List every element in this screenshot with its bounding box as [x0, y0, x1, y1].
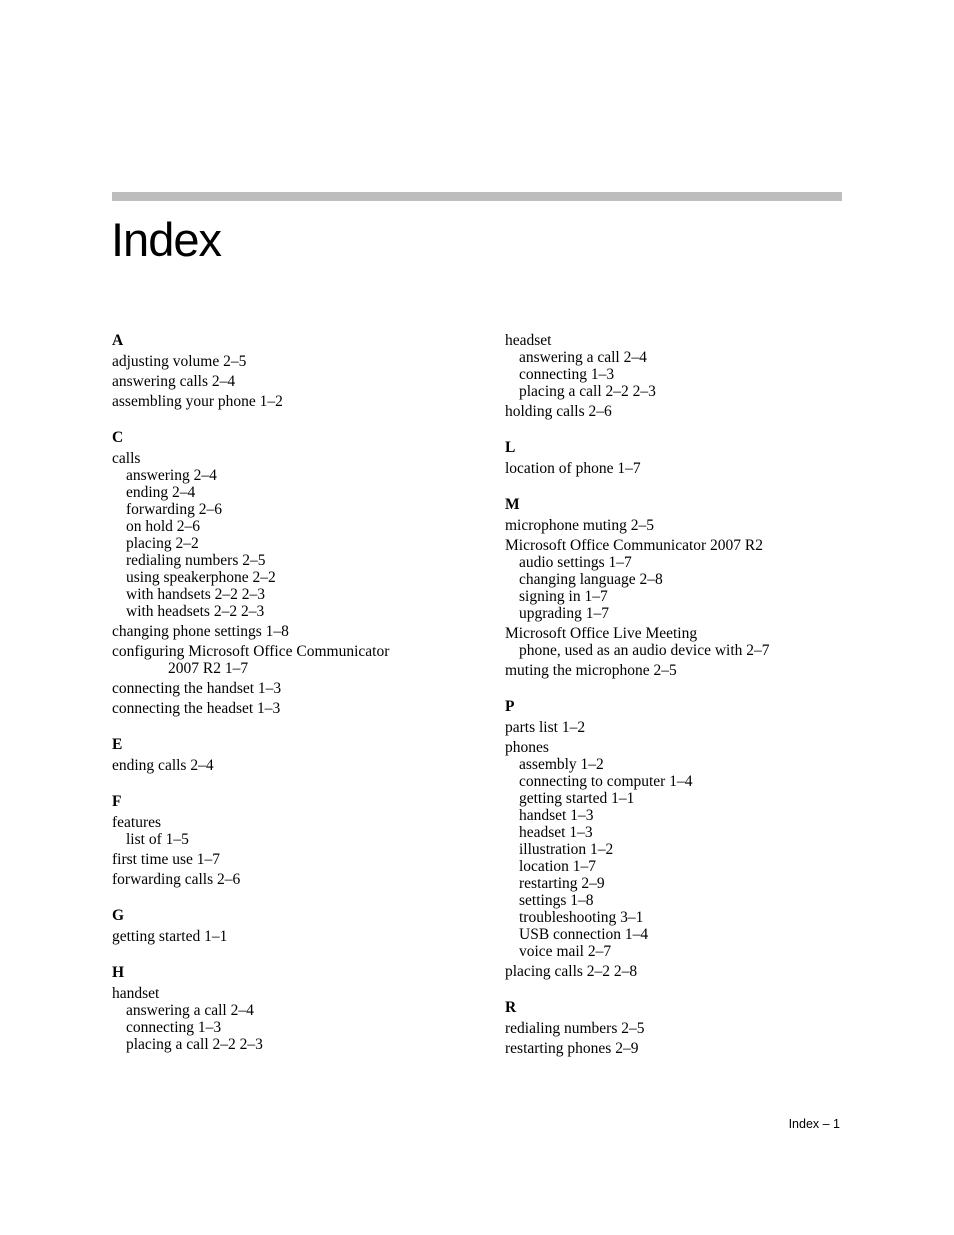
index-subentry: restarting 2–9	[519, 875, 605, 892]
index-entry	[112, 757, 472, 774]
index-entry	[505, 537, 850, 622]
index-entry	[112, 700, 472, 717]
index-entry	[505, 332, 850, 400]
entry-text: placing calls 2–2 2–8	[505, 963, 638, 980]
index-subentry: changing language 2–8	[519, 571, 663, 588]
index-subentry: USB connection 1–4	[519, 926, 649, 943]
section-letter: C	[112, 429, 124, 446]
index-subentry: connecting to computer 1–4	[519, 773, 693, 790]
index-entry	[505, 739, 850, 960]
entry-text: redialing numbers 2–5	[505, 1020, 645, 1037]
index-column-left	[112, 332, 472, 1072]
section-letter: L	[505, 439, 516, 456]
index-subentry: list of 1–5	[126, 831, 189, 848]
index-subentry: voice mail 2–7	[519, 943, 612, 960]
section-letter: G	[112, 907, 125, 924]
index-subentry: upgrading 1–7	[519, 605, 609, 622]
index-entry	[112, 871, 472, 888]
section-letter: M	[505, 496, 520, 513]
section-letter: E	[112, 736, 123, 753]
entry-text: Microsoft Office Live Meeting	[505, 625, 698, 642]
index-subentry: connecting 1–3	[519, 366, 615, 383]
index-subentry: location 1–7	[519, 858, 597, 875]
index-entry	[505, 1020, 850, 1037]
entry-text: connecting the handset 1–3	[112, 680, 282, 697]
index-subentry: with handsets 2–2 2–3	[126, 586, 266, 603]
section-letter: F	[112, 793, 122, 810]
index-section	[505, 999, 850, 1057]
index-entry	[505, 403, 850, 420]
entry-text: holding calls 2–6	[505, 403, 612, 420]
entry-text: connecting the headset 1–3	[112, 700, 281, 717]
index-subentry: settings 1–8	[519, 892, 594, 909]
index-subentry: answering 2–4	[126, 467, 217, 484]
index-entry	[112, 450, 472, 620]
entry-text: phones	[505, 739, 549, 756]
index-section	[112, 736, 472, 774]
index-entry	[112, 393, 472, 410]
index-subentry: headset 1–3	[519, 824, 593, 841]
entry-text: calls	[112, 450, 141, 467]
index-section	[505, 496, 850, 679]
section-letter: R	[505, 999, 517, 1016]
entry-text: ending calls 2–4	[112, 757, 214, 774]
index-section	[112, 332, 472, 410]
index-subentry: placing a call 2–2 2–3	[519, 383, 656, 400]
index-entry	[112, 353, 472, 370]
index-subentry: forwarding 2–6	[126, 501, 222, 518]
entry-text: changing phone settings 1–8	[112, 623, 289, 640]
index-entry	[505, 963, 850, 980]
index-entry	[112, 985, 472, 1053]
index-subentry: connecting 1–3	[126, 1019, 222, 1036]
entry-text: first time use 1–7	[112, 851, 221, 868]
entry-text: configuring Microsoft Office Communicator	[112, 643, 390, 660]
index-entry	[112, 680, 472, 697]
entry-continuation: 2007 R2 1–7	[168, 660, 249, 677]
index-subentry: on hold 2–6	[126, 518, 201, 535]
index-entry	[112, 623, 472, 640]
page-footer: Index – 1	[788, 1117, 840, 1131]
index-subentry: signing in 1–7	[519, 588, 608, 605]
index-column-right	[505, 332, 850, 1076]
index-subentry: answering a call 2–4	[126, 1002, 254, 1019]
entry-text: features	[112, 814, 162, 831]
entry-text: microphone muting 2–5	[505, 517, 654, 534]
index-section	[505, 698, 850, 980]
index-entry	[112, 643, 472, 677]
index-section	[112, 964, 472, 1053]
entry-text: assembling your phone 1–2	[112, 393, 283, 410]
index-subentry: illustration 1–2	[519, 841, 614, 858]
index-subentry: placing a call 2–2 2–3	[126, 1036, 263, 1053]
header-rule	[112, 192, 842, 201]
index-subentry: ending 2–4	[126, 484, 196, 501]
index-section	[505, 332, 850, 420]
index-entry	[505, 460, 850, 477]
index-section	[112, 907, 472, 945]
entry-text: muting the microphone 2–5	[505, 662, 677, 679]
entry-text: answering calls 2–4	[112, 373, 236, 390]
index-entry	[505, 517, 850, 534]
index-subentry: placing 2–2	[126, 535, 199, 552]
entry-text: parts list 1–2	[505, 719, 586, 736]
index-entry	[112, 851, 472, 868]
index-subentry: using speakerphone 2–2	[126, 569, 276, 586]
entry-text: handset	[112, 985, 160, 1002]
index-section	[505, 439, 850, 477]
section-letter: A	[112, 332, 124, 349]
index-subentry: phone, used as an audio device with 2–7	[519, 642, 770, 659]
index-subentry: audio settings 1–7	[519, 554, 632, 571]
index-subentry: troubleshooting 3–1	[519, 909, 644, 926]
index-entry	[505, 662, 850, 679]
index-entry	[505, 719, 850, 736]
index-entry	[505, 1040, 850, 1057]
entry-text: restarting phones 2–9	[505, 1040, 639, 1057]
section-letter: H	[112, 964, 125, 981]
entry-text: location of phone 1–7	[505, 460, 641, 477]
page-title: Index	[111, 213, 221, 266]
index-section	[112, 429, 472, 717]
section-letter: P	[505, 698, 515, 715]
entry-text: Microsoft Office Communicator 2007 R2	[505, 537, 764, 554]
entry-text: headset	[505, 332, 552, 349]
index-subentry: handset 1–3	[519, 807, 594, 824]
index-subentry: with headsets 2–2 2–3	[126, 603, 265, 620]
entry-text: forwarding calls 2–6	[112, 871, 241, 888]
index-section	[112, 793, 472, 888]
index-entry	[505, 625, 850, 659]
entry-text: adjusting volume 2–5	[112, 353, 247, 370]
index-subentry: redialing numbers 2–5	[126, 552, 266, 569]
entry-text: getting started 1–1	[112, 928, 228, 945]
index-subentry: answering a call 2–4	[519, 349, 647, 366]
index-subentry: getting started 1–1	[519, 790, 635, 807]
index-entry	[112, 928, 472, 945]
index-subentry: assembly 1–2	[519, 756, 604, 773]
index-entry	[112, 814, 472, 848]
index-entry	[112, 373, 472, 390]
